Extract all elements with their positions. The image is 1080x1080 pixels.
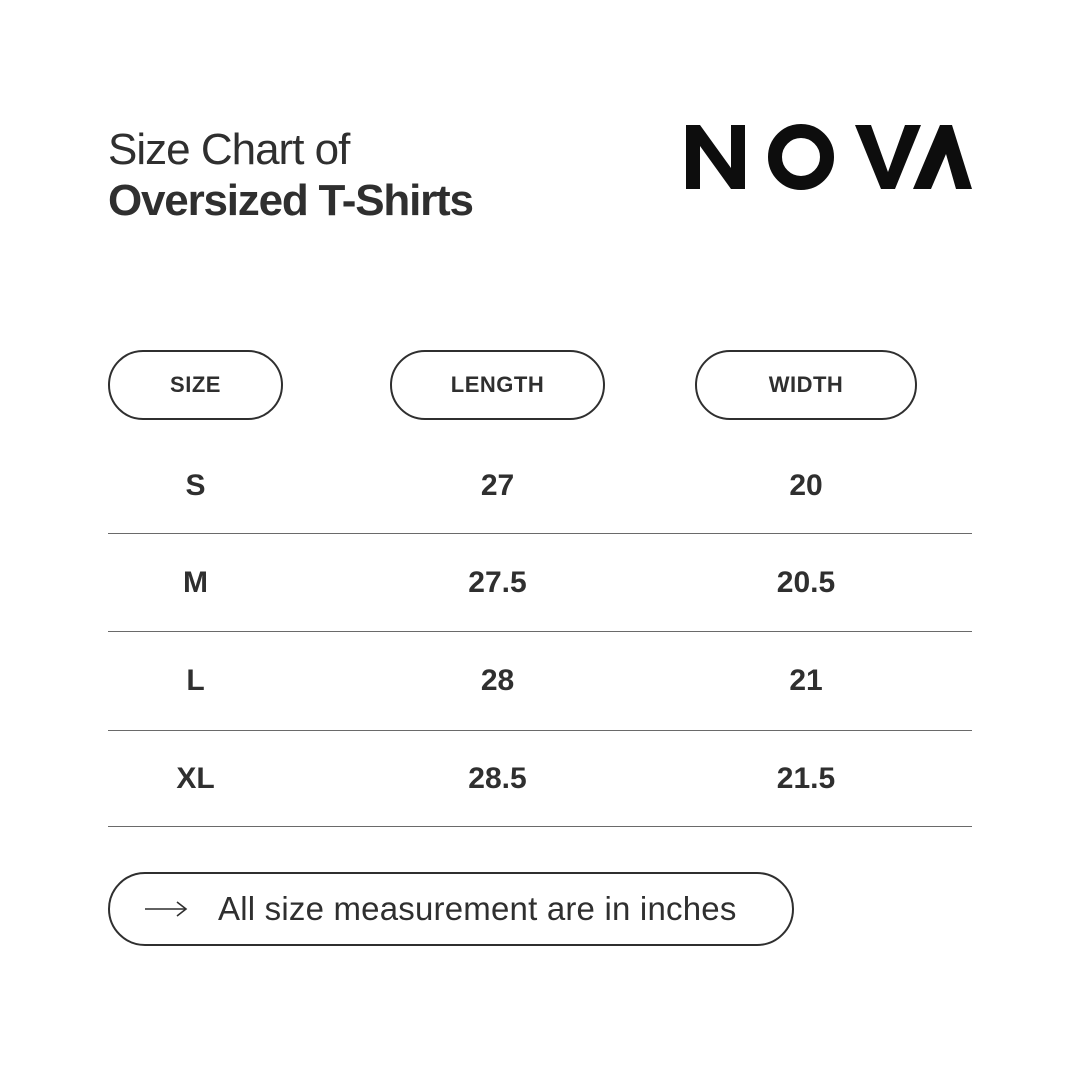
note-text: All size measurement are in inches (218, 890, 737, 927)
size-cell: XL (176, 761, 215, 795)
header-size: SIZE (108, 350, 283, 420)
size-cell: M (183, 565, 208, 599)
table-row (108, 731, 972, 827)
title-line-2: Oversized T-Shirts (108, 176, 473, 225)
table-row (108, 438, 972, 534)
header-width: WIDTH (695, 350, 917, 420)
size-table (108, 438, 972, 827)
title-line-1: Size Chart of (108, 125, 350, 174)
length-cell: 27 (480, 468, 515, 502)
width-cell: 20 (789, 468, 823, 502)
nova-logo-mark (684, 122, 974, 192)
size-cell: L (186, 664, 205, 697)
length-cell: 27.5 (468, 565, 527, 599)
length-cell: 28.5 (468, 761, 527, 795)
nova-logo (684, 122, 974, 192)
table-row (108, 534, 972, 632)
width-cell: 21.5 (776, 761, 836, 795)
table-row (108, 632, 972, 731)
width-cell: 20.5 (776, 565, 836, 599)
measurement-note (108, 872, 794, 946)
width-cell: 21 (789, 664, 823, 697)
size-cell: S (185, 468, 206, 502)
arrow-right-icon (144, 899, 188, 919)
header-length: LENGTH (390, 350, 605, 420)
page-title (108, 124, 473, 226)
length-cell: 28 (480, 664, 515, 697)
